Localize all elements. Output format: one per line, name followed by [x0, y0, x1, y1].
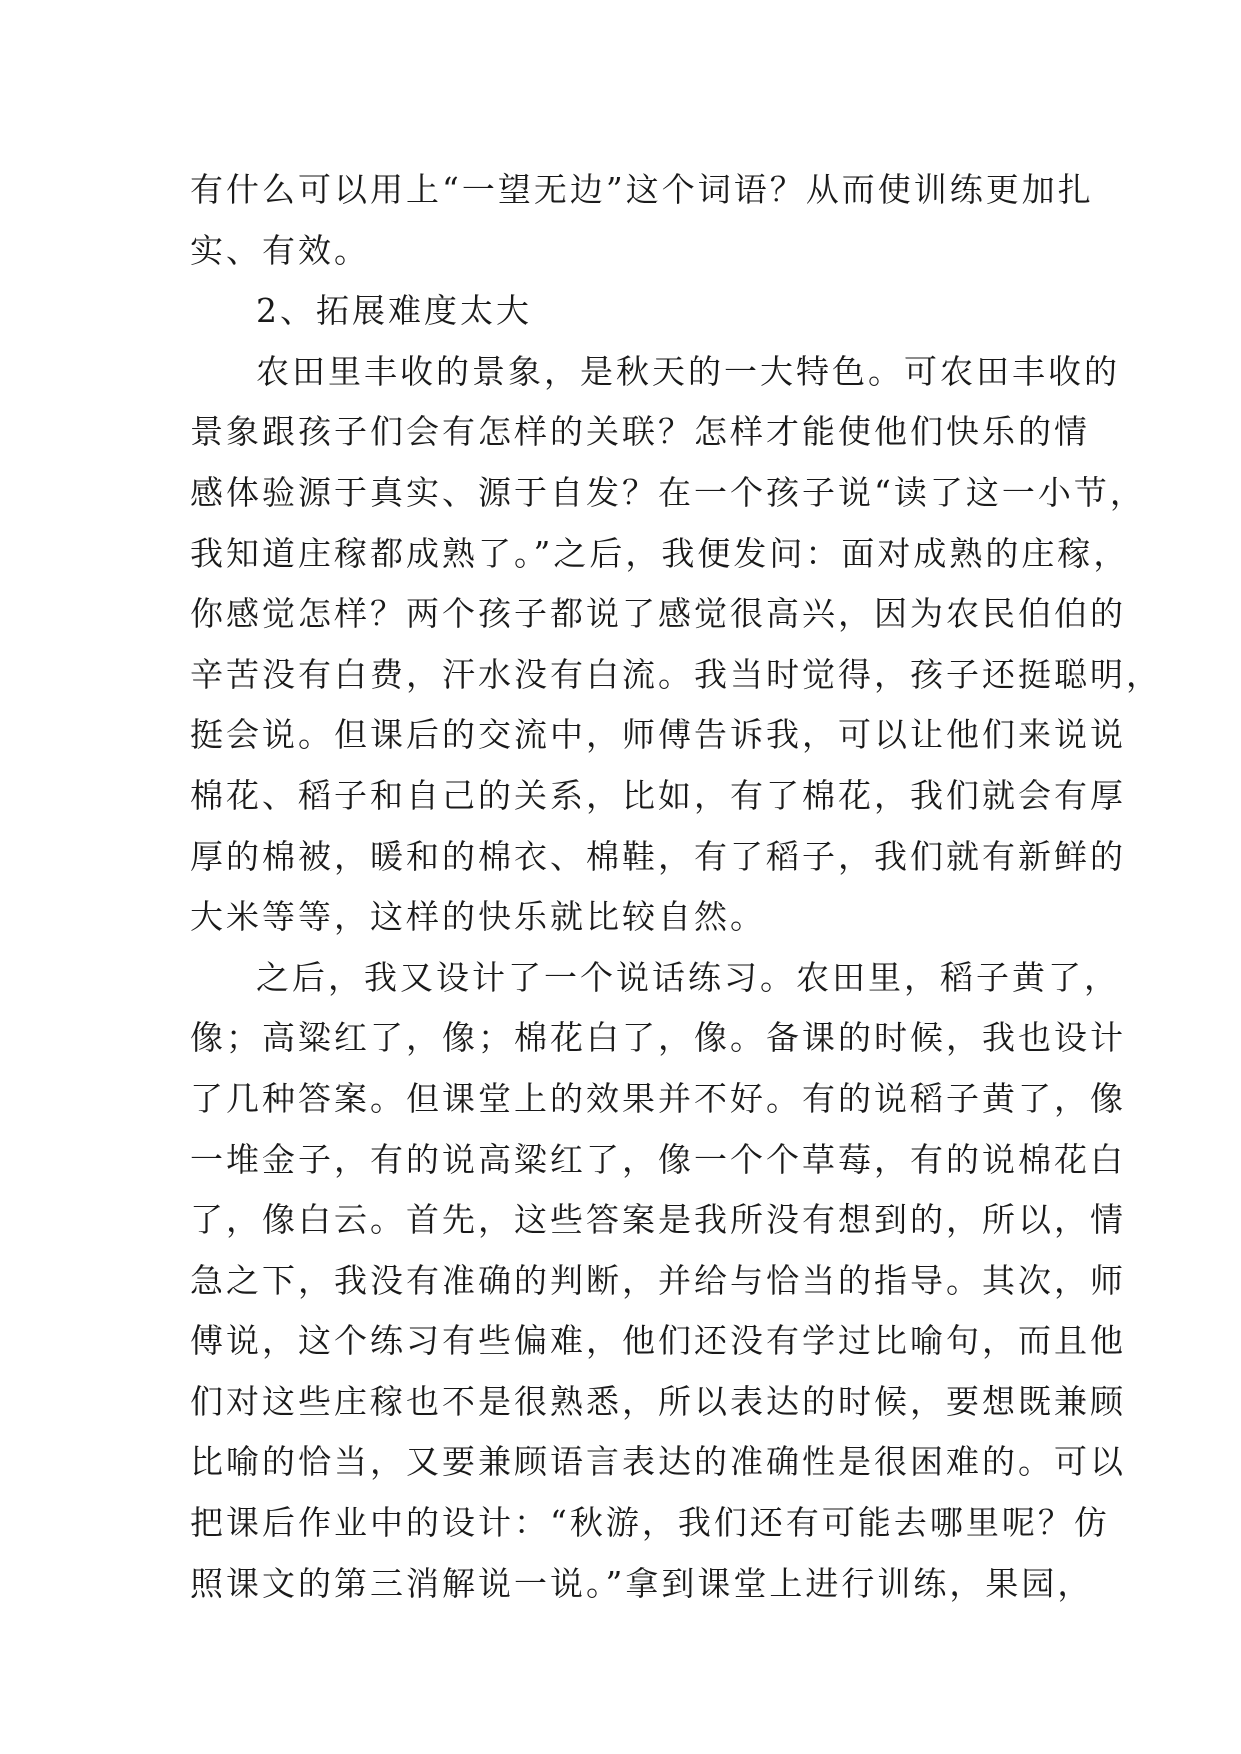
- text-line: 傅说，这个练习有些偏难，他们还没有学过比喻句，而且他: [190, 1321, 1126, 1361]
- text-line: 我知道庄稼都成熟了。”之后，我便发问：面对成熟的庄稼，: [190, 533, 1130, 573]
- text-line: 们对这些庄稼也不是很熟悉，所以表达的时候，要想既兼顾: [190, 1381, 1126, 1421]
- text-line: 一堆金子，有的说高粱红了，像一个个草莓，有的说棉花白: [190, 1139, 1126, 1179]
- text-line: 之后，我又设计了一个说话练习。农田里，稻子黄了，: [256, 957, 1120, 997]
- text-line: 有什么可以用上“一望无边”这个词语？从而使训练更加扎: [190, 170, 1094, 209]
- text-line: 像；高粱红了，像；棉花白了，像。备课的时候，我也设计: [190, 1018, 1126, 1058]
- text-line: 了，像白云。首先，这些答案是我所没有想到的，所以，情: [190, 1200, 1126, 1240]
- text-line: 感体验源于真实、源于自发？在一个孩子说“读了这一小节，: [190, 472, 1146, 512]
- text-line: 你感觉怎样？两个孩子都说了感觉很高兴，因为农民伯伯的: [190, 594, 1126, 634]
- body-text: [190, 160, 1162, 1614]
- text-line: 挺会说。但课后的交流中，师傅告诉我，可以让他们来说说: [190, 715, 1126, 755]
- text-line: 景象跟孩子们会有怎样的关联？怎样才能使他们快乐的情: [190, 412, 1090, 452]
- text-line: 实、有效。: [190, 230, 370, 270]
- text-line: 比喻的恰当，又要兼顾语言表达的准确性是很困难的。可以: [190, 1442, 1126, 1482]
- text-line: 照课文的第三消解说一说。”拿到课堂上进行训练，果园，: [190, 1563, 1094, 1603]
- text-line: 农田里丰收的景象，是秋天的一大特色。可农田丰收的: [256, 351, 1120, 391]
- text-line: 棉花、稻子和自己的关系，比如，有了棉花，我们就会有厚: [190, 775, 1126, 815]
- text-line: 大米等等，这样的快乐就比较自然。: [190, 897, 766, 937]
- text-line: 辛苦没有白费，汗水没有白流。我当时觉得，孩子还挺聪明，: [190, 654, 1162, 694]
- text-line: 急之下，我没有准确的判断，并给与恰当的指导。其次，师: [190, 1260, 1126, 1300]
- text-line: 把课后作业中的设计：“秋游，我们还有可能去哪里呢？仿: [190, 1503, 1110, 1543]
- text-line: 了几种答案。但课堂上的效果并不好。有的说稻子黄了，像: [190, 1078, 1126, 1118]
- text-line: 2、拓展难度太大: [256, 291, 532, 331]
- text-line: 厚的棉被，暖和的棉衣、棉鞋，有了稻子，我们就有新鲜的: [190, 836, 1126, 876]
